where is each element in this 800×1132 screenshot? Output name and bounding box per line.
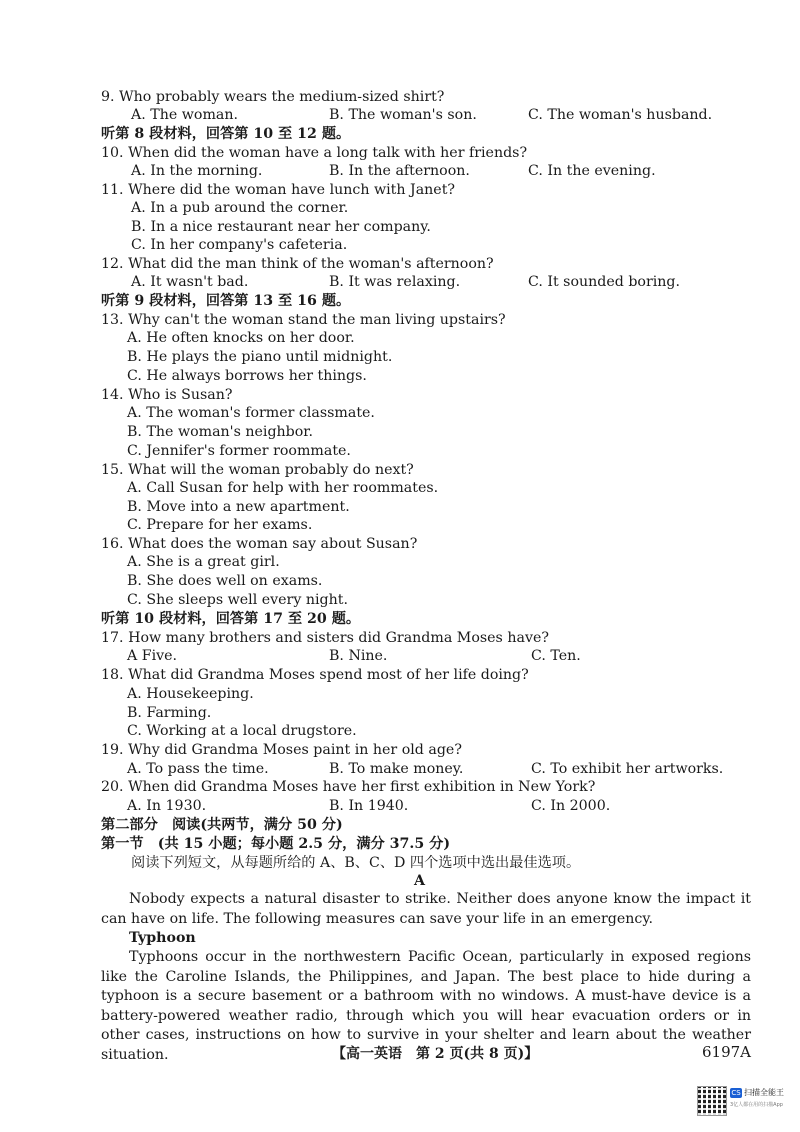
question-13-option-a: A. He often knocks on her door. — [127, 330, 355, 346]
question-12-option-b: B. It was relaxing. — [329, 274, 461, 290]
part2-instruction: 阅读下列短文，从每题所给的 A、B、C、D 四个选项中选出最佳选项。 — [131, 855, 581, 871]
question-11-stem: 11. Where did the woman have lunch with Janet? — [101, 182, 456, 198]
scanner-name: 扫描全能王 — [744, 1088, 784, 1097]
passage-intro: Nobody expects a natural disaster to strike. Neither does anyone know the impact it can have on life. The following measures can save your life in an emergency. — [101, 891, 751, 927]
question-9-option-c: C. The woman's husband. — [528, 107, 713, 123]
section-header-8: 听第 8 段材料，回答第 10 至 12 题。 — [101, 126, 351, 142]
question-17-option-a: A Five. — [127, 648, 178, 664]
question-19-option-b: B. To make money. — [329, 761, 464, 777]
part2-section1: 第一节 (共 15 小题；每小题 2.5 分，满分 37.5 分) — [101, 836, 451, 852]
question-13-stem: 13. Why can't the woman stand the man living upstairs? — [101, 312, 506, 328]
question-10-option-a: A. In the morning. — [131, 163, 263, 179]
question-14-option-a: A. The woman's former classmate. — [127, 405, 375, 421]
question-13-option-b: B. He plays the piano until midnight. — [127, 349, 393, 365]
question-16-option-a: A. She is a great girl. — [127, 554, 280, 570]
question-20-option-c: C. In 2000. — [531, 798, 611, 814]
scanner-watermark — [697, 1086, 785, 1120]
question-16-option-c: C. She sleeps well every night. — [127, 592, 348, 608]
question-19-option-a: A. To pass the time. — [127, 761, 269, 777]
question-15-option-c: C. Prepare for her exams. — [127, 517, 313, 533]
qr-code-icon — [697, 1086, 727, 1116]
question-20-stem: 20. When did Grandma Moses have her first exhibition in New York? — [101, 779, 596, 795]
passage-typhoon-text: Typhoons occur in the northwestern Pacific Ocean, particularly in exposed regions like the Caroline Islands, the Philippines, and Japan. The best place to hide during a typhoon is a secure basement or a bathroom with no windows. A must-have device is a battery-powered weather radio, through which you will hear evacuation orders or in other cases, instructions on how to survive in your shelter and learn about the weather situation. — [101, 949, 751, 1063]
passage-letter: A — [414, 873, 426, 889]
question-12-option-a: A. It wasn't bad. — [131, 274, 249, 290]
question-18-stem: 18. What did Grandma Moses spend most of her life doing? — [101, 667, 529, 683]
exam-code: 6197A — [702, 1043, 752, 1061]
question-17-option-b: B. Nine. — [329, 648, 388, 664]
camscanner-logo-icon: CS — [731, 1089, 741, 1097]
question-11-option-c: C. In her company's cafeteria. — [131, 237, 348, 253]
part2-heading: 第二部分 阅读(共两节，满分 50 分) — [101, 817, 343, 833]
question-15-option-a: A. Call Susan for help with her roommates. — [127, 480, 439, 496]
question-18-option-c: C. Working at a local drugstore. — [127, 723, 357, 739]
question-19-option-c: C. To exhibit her artworks. — [531, 761, 724, 777]
question-20-option-b: B. In 1940. — [329, 798, 409, 814]
question-9-option-a: A. The woman. — [131, 107, 239, 123]
question-17-option-c: C. Ten. — [531, 648, 581, 664]
question-12-option-c: C. It sounded boring. — [528, 274, 681, 290]
question-20-option-a: A. In 1930. — [127, 798, 207, 814]
question-17-stem: 17. How many brothers and sisters did Grandma Moses have? — [101, 630, 549, 646]
question-13-option-c: C. He always borrows her things. — [127, 368, 367, 384]
question-18-option-b: B. Farming. — [127, 705, 212, 721]
question-10-option-b: B. In the afternoon. — [329, 163, 470, 179]
question-10-stem: 10. When did the woman have a long talk with her friends? — [101, 145, 528, 161]
question-15-option-b: B. Move into a new apartment. — [127, 499, 350, 515]
question-14-option-b: B. The woman's neighbor. — [127, 424, 314, 440]
question-11-option-b: B. In a nice restaurant near her company. — [131, 219, 431, 235]
scanner-tagline: 3亿人都在用的扫描App — [730, 1102, 783, 1108]
question-12-stem: 12. What did the man think of the woman's afternoon? — [101, 256, 494, 272]
question-9-option-b: B. The woman's son. — [329, 107, 477, 123]
question-15-stem: 15. What will the woman probably do next? — [101, 462, 414, 478]
question-9-stem: 9. Who probably wears the medium-sized shirt? — [101, 89, 445, 105]
question-18-option-a: A. Housekeeping. — [127, 686, 254, 702]
question-19-stem: 19. Why did Grandma Moses paint in her old age? — [101, 742, 462, 758]
page-footer-label: 【高一英语 第 2 页(共 8 页)】 — [332, 1046, 539, 1062]
question-16-stem: 16. What does the woman say about Susan? — [101, 536, 418, 552]
question-10-option-c: C. In the evening. — [528, 163, 656, 179]
question-11-option-a: A. In a pub around the corner. — [131, 200, 349, 216]
section-header-10: 听第 10 段材料，回答第 17 至 20 题。 — [101, 611, 361, 627]
question-16-option-b: B. She does well on exams. — [127, 573, 323, 589]
question-14-option-c: C. Jennifer's former roommate. — [127, 443, 351, 459]
section-header-9: 听第 9 段材料，回答第 13 至 16 题。 — [101, 293, 351, 309]
passage-subtitle: Typhoon — [129, 930, 196, 946]
question-14-stem: 14. Who is Susan? — [101, 387, 233, 403]
